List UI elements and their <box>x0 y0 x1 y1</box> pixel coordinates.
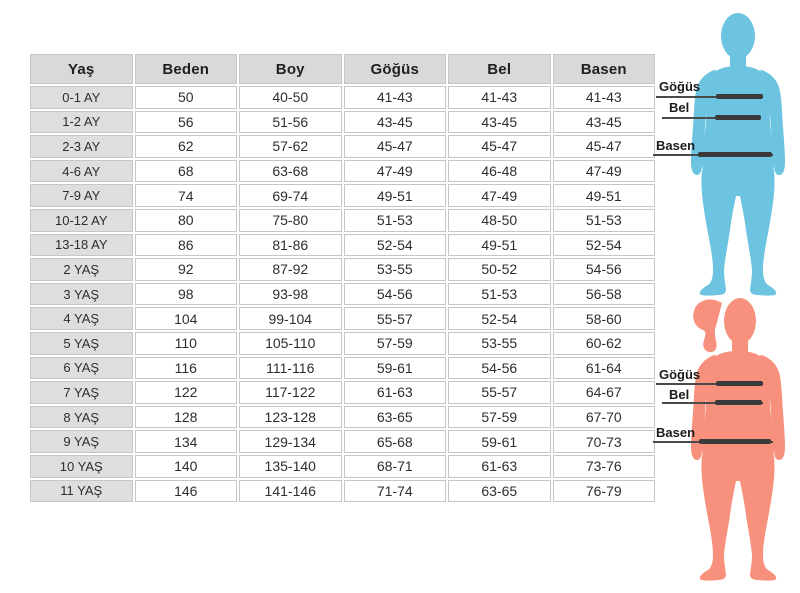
size-cell: 64-67 <box>553 381 656 404</box>
size-cell: 63-68 <box>239 160 342 183</box>
age-row-label: 1-2 AY <box>30 111 133 134</box>
size-cell: 140 <box>135 455 238 478</box>
table-row <box>30 357 655 380</box>
size-cell: 54-56 <box>344 283 447 306</box>
age-row-label: 3 YAŞ <box>30 283 133 306</box>
size-cell: 87-92 <box>239 258 342 281</box>
girl-waist-label: Bel <box>669 387 690 402</box>
girl-silhouette-icon <box>678 293 798 583</box>
size-cell: 47-49 <box>553 160 656 183</box>
table-row <box>30 307 655 330</box>
age-row-label: 9 YAŞ <box>30 430 133 453</box>
size-cell: 73-76 <box>553 455 656 478</box>
size-cell: 48-50 <box>448 209 551 232</box>
size-cell: 54-56 <box>553 258 656 281</box>
size-cell: 129-134 <box>239 430 342 453</box>
girl-chest-measure-bar <box>716 381 763 386</box>
size-cell: 60-62 <box>553 332 656 355</box>
size-cell: 68 <box>135 160 238 183</box>
size-cell: 58-60 <box>553 307 656 330</box>
size-cell: 51-53 <box>553 209 656 232</box>
size-cell: 52-54 <box>448 307 551 330</box>
size-cell: 61-63 <box>448 455 551 478</box>
size-cell: 61-63 <box>344 381 447 404</box>
table-row <box>30 455 655 478</box>
size-cell: 104 <box>135 307 238 330</box>
size-cell: 53-55 <box>448 332 551 355</box>
size-cell: 45-47 <box>448 135 551 158</box>
size-cell: 45-47 <box>344 135 447 158</box>
size-cell: 116 <box>135 357 238 380</box>
boy-chest-measure-bar <box>716 94 763 99</box>
size-cell: 43-45 <box>448 111 551 134</box>
age-row-label: 7-9 AY <box>30 184 133 207</box>
size-cell: 40-50 <box>239 86 342 109</box>
size-cell: 128 <box>135 406 238 429</box>
size-cell: 61-64 <box>553 357 656 380</box>
table-row <box>30 406 655 429</box>
age-row-label: 2-3 AY <box>30 135 133 158</box>
age-row-label: 10 YAŞ <box>30 455 133 478</box>
age-row-label: 6 YAŞ <box>30 357 133 380</box>
size-cell: 50 <box>135 86 238 109</box>
size-cell: 59-61 <box>344 357 447 380</box>
column-header: Basen <box>553 54 656 84</box>
size-cell: 117-122 <box>239 381 342 404</box>
size-cell: 63-65 <box>448 480 551 503</box>
table-row <box>30 160 655 183</box>
age-row-label: 0-1 AY <box>30 86 133 109</box>
age-row-label: 10-12 AY <box>30 209 133 232</box>
size-cell: 47-49 <box>448 184 551 207</box>
size-cell: 67-70 <box>553 406 656 429</box>
age-row-label: 5 YAŞ <box>30 332 133 355</box>
size-cell: 105-110 <box>239 332 342 355</box>
size-cell: 49-51 <box>553 184 656 207</box>
size-cell: 49-51 <box>344 184 447 207</box>
size-cell: 53-55 <box>344 258 447 281</box>
table-row <box>30 381 655 404</box>
age-row-label: 8 YAŞ <box>30 406 133 429</box>
size-cell: 98 <box>135 283 238 306</box>
size-cell: 41-43 <box>553 86 656 109</box>
age-row-label: 2 YAŞ <box>30 258 133 281</box>
age-row-label: 4 YAŞ <box>30 307 133 330</box>
age-row-label: 7 YAŞ <box>30 381 133 404</box>
size-cell: 69-74 <box>239 184 342 207</box>
girl-hips-measure-bar <box>699 439 771 444</box>
age-row-label: 13-18 AY <box>30 234 133 257</box>
column-header: Göğüs <box>344 54 447 84</box>
size-cell: 74 <box>135 184 238 207</box>
size-cell: 65-68 <box>344 430 447 453</box>
size-cell: 56 <box>135 111 238 134</box>
size-cell: 59-61 <box>448 430 551 453</box>
age-row-label: 4-6 AY <box>30 160 133 183</box>
size-cell: 93-98 <box>239 283 342 306</box>
table-row <box>30 283 655 306</box>
table-row <box>30 184 655 207</box>
size-cell: 43-45 <box>344 111 447 134</box>
size-cell: 122 <box>135 381 238 404</box>
size-cell: 46-48 <box>448 160 551 183</box>
size-cell: 41-43 <box>448 86 551 109</box>
size-cell: 70-73 <box>553 430 656 453</box>
size-cell: 49-51 <box>448 234 551 257</box>
table-row <box>30 480 655 503</box>
boy-hips-label: Basen <box>656 138 696 153</box>
size-table <box>28 52 657 504</box>
age-row-label: 11 YAŞ <box>30 480 133 503</box>
size-cell: 52-54 <box>344 234 447 257</box>
size-cell: 56-58 <box>553 283 656 306</box>
table-row <box>30 209 655 232</box>
size-cell: 123-128 <box>239 406 342 429</box>
size-cell: 51-56 <box>239 111 342 134</box>
boy-chest-label: Göğüs <box>659 79 701 94</box>
size-cell: 63-65 <box>344 406 447 429</box>
girl-waist-measure-bar <box>715 400 762 405</box>
column-header: Beden <box>135 54 238 84</box>
girl-silhouette-figure <box>678 293 798 583</box>
size-cell: 51-53 <box>448 283 551 306</box>
size-cell: 80 <box>135 209 238 232</box>
header-row <box>30 54 655 84</box>
size-cell: 57-59 <box>448 406 551 429</box>
boy-waist-measure-bar <box>715 115 761 120</box>
table-row <box>30 234 655 257</box>
table-row <box>30 332 655 355</box>
size-cell: 50-52 <box>448 258 551 281</box>
size-cell: 47-49 <box>344 160 447 183</box>
size-cell: 81-86 <box>239 234 342 257</box>
size-cell: 111-116 <box>239 357 342 380</box>
size-cell: 52-54 <box>553 234 656 257</box>
boy-waist-label: Bel <box>669 100 690 115</box>
size-cell: 55-57 <box>448 381 551 404</box>
size-cell: 92 <box>135 258 238 281</box>
size-cell: 57-59 <box>344 332 447 355</box>
size-cell: 76-79 <box>553 480 656 503</box>
table-row <box>30 258 655 281</box>
size-cell: 51-53 <box>344 209 447 232</box>
size-cell: 134 <box>135 430 238 453</box>
size-cell: 43-45 <box>553 111 656 134</box>
size-cell: 141-146 <box>239 480 342 503</box>
size-cell: 55-57 <box>344 307 447 330</box>
size-cell: 110 <box>135 332 238 355</box>
table-row <box>30 430 655 453</box>
size-table-body <box>30 86 655 502</box>
girl-chest-label: Göğüs <box>659 367 701 382</box>
size-cell: 146 <box>135 480 238 503</box>
column-header: Yaş <box>30 54 133 84</box>
size-cell: 45-47 <box>553 135 656 158</box>
size-cell: 57-62 <box>239 135 342 158</box>
size-table-header <box>30 54 655 84</box>
size-cell: 135-140 <box>239 455 342 478</box>
size-cell: 68-71 <box>344 455 447 478</box>
size-cell: 99-104 <box>239 307 342 330</box>
size-cell: 86 <box>135 234 238 257</box>
size-cell: 75-80 <box>239 209 342 232</box>
table-row <box>30 135 655 158</box>
column-header: Bel <box>448 54 551 84</box>
size-cell: 54-56 <box>448 357 551 380</box>
column-header: Boy <box>239 54 342 84</box>
table-row <box>30 111 655 134</box>
table-row <box>30 86 655 109</box>
size-cell: 41-43 <box>344 86 447 109</box>
size-cell: 62 <box>135 135 238 158</box>
boy-hips-measure-bar <box>698 152 772 157</box>
size-cell: 71-74 <box>344 480 447 503</box>
girl-hips-label: Basen <box>656 425 696 440</box>
